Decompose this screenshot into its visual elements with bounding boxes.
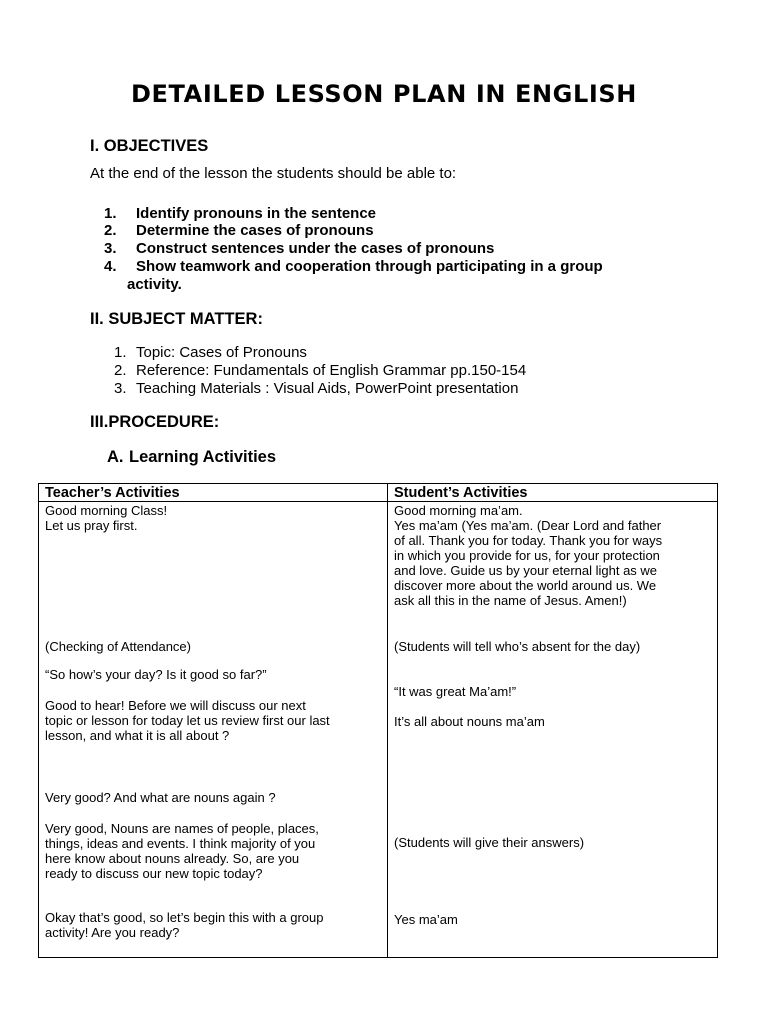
list-number: 2.: [104, 222, 117, 239]
teacher-line: here know about nouns already. So, are you: [45, 851, 300, 866]
student-line: It’s all about nouns ma’am: [394, 714, 545, 729]
teacher-line: ready to discuss our new topic today?: [45, 866, 263, 881]
student-line: “It was great Ma’am!”: [394, 684, 517, 699]
objectives-intro: At the end of the lesson the students should be able to:: [90, 165, 457, 182]
teacher-line: Very good, Nouns are names of people, places,: [45, 821, 319, 836]
procedure-heading: III.PROCEDURE:: [90, 413, 220, 431]
list-number: 1.: [114, 344, 127, 361]
list-item: [104, 258, 603, 275]
list-item: [114, 344, 307, 361]
teacher-line: Let us pray first.: [45, 518, 138, 533]
list-item-continuation: activity.: [127, 276, 182, 293]
teacher-column-header: Teacher’s Activities: [39, 484, 388, 502]
list-item: [114, 380, 518, 397]
list-number: A.: [107, 448, 124, 466]
list-text: Reference: Fundamentals of English Grammar pp.150-154: [136, 362, 527, 379]
student-line: Yes ma’am: [394, 912, 458, 927]
list-text: Show teamwork and cooperation through participating in a group: [136, 258, 603, 275]
student-column-header: Student’s Activities: [388, 484, 718, 502]
table-header-row: [39, 484, 718, 502]
table-row: [39, 502, 718, 958]
student-line: of all. Thank you for today. Thank you for ways: [394, 533, 663, 548]
student-line: and love. Guide us by your eternal light as we: [394, 563, 658, 578]
list-item: [104, 205, 376, 222]
list-number: 2.: [114, 362, 127, 379]
list-item: [114, 362, 526, 379]
teacher-line: (Checking of Attendance): [45, 639, 191, 654]
list-item: [104, 240, 494, 257]
student-activities-cell: [388, 502, 718, 958]
learning-activities-heading: [107, 448, 276, 467]
teacher-line: topic or lesson for today let us review first our last: [45, 713, 330, 728]
student-line: discover more about the world around us. We: [394, 578, 657, 593]
list-text: Determine the cases of pronouns: [136, 222, 374, 239]
student-line: (Students will tell who’s absent for the day): [394, 639, 641, 654]
list-number: 3.: [104, 240, 117, 257]
teacher-line: lesson, and what it is all about ?: [45, 728, 230, 743]
list-item: [104, 222, 374, 239]
objectives-heading: I. OBJECTIVES: [90, 137, 209, 155]
student-line: (Students will give their answers): [394, 835, 585, 850]
learning-activities-table: [38, 483, 718, 958]
list-text: Topic: Cases of Pronouns: [136, 344, 307, 361]
student-line: ask all this in the name of Jesus. Amen!): [394, 593, 627, 608]
teacher-line: Good morning Class!: [45, 503, 168, 518]
document-title: DETAILED LESSON PLAN IN ENGLISH: [131, 80, 637, 108]
list-number: 4.: [104, 258, 117, 275]
teacher-activities-cell: [39, 502, 388, 958]
list-text: Construct sentences under the cases of pronouns: [136, 240, 495, 257]
student-line: Good morning ma’am.: [394, 503, 523, 518]
teacher-line: Very good? And what are nouns again ?: [45, 790, 276, 805]
list-text: Identify pronouns in the sentence: [136, 205, 377, 222]
student-line: in which you provide for us, for your protection: [394, 548, 660, 563]
subject-matter-heading: II. SUBJECT MATTER:: [90, 310, 263, 328]
student-line: Yes ma’am (Yes ma’am. (Dear Lord and father: [394, 518, 662, 533]
section-subtitle: Learning Activities: [129, 448, 277, 466]
teacher-line: Good to hear! Before we will discuss our next: [45, 698, 306, 713]
teacher-line: activity! Are you ready?: [45, 925, 180, 940]
list-number: 3.: [114, 380, 127, 397]
teacher-line: “So how’s your day? Is it good so far?”: [45, 667, 267, 682]
list-number: 1.: [104, 205, 117, 222]
list-text: Teaching Materials : Visual Aids, PowerPoint presentation: [136, 380, 519, 397]
teacher-line: Okay that’s good, so let’s begin this with a group: [45, 910, 324, 925]
teacher-line: things, ideas and events. I think majority of you: [45, 836, 316, 851]
